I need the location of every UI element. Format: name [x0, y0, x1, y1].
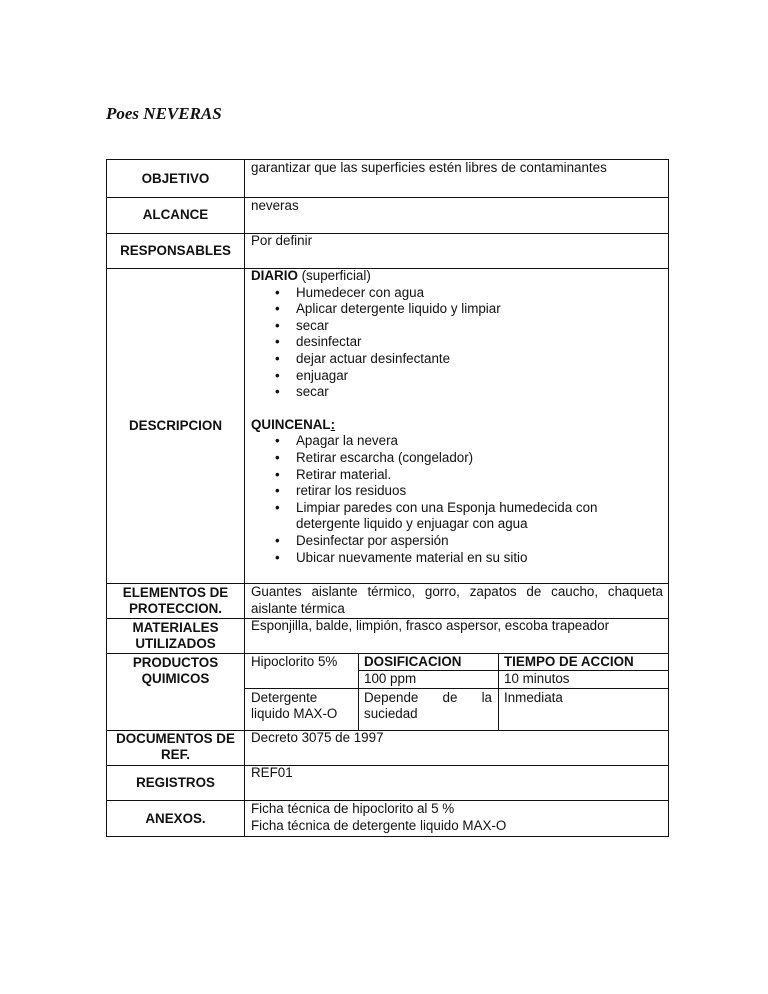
label-line: PRODUCTOS — [132, 655, 219, 670]
row-value-registros: REF01 — [251, 765, 293, 780]
list-item: • retirar los residuos — [251, 483, 611, 500]
row-value-responsables: Por definir — [251, 233, 313, 248]
row-label-anexos: ANEXOS. — [145, 811, 206, 826]
value-line: Ficha técnica de hipoclorito al 5 % — [251, 801, 455, 816]
list-item: • Ubicar nuevamente material en su sitio — [251, 550, 611, 567]
row-label-descripcion: DESCRIPCION — [128, 418, 222, 433]
list-item: • desinfectar — [251, 334, 663, 351]
list-item: • Apagar la nevera — [251, 433, 611, 450]
value-line: Ficha técnica de detergente liquido MAX-O — [251, 817, 507, 833]
diario-note: (superficial) — [297, 268, 371, 283]
label-line: QUIMICOS — [141, 671, 210, 686]
label-line: MATERIALES — [132, 620, 219, 635]
quincenal-heading: QUINCENAL — [251, 416, 331, 432]
list-item: • dejar actuar desinfectante — [251, 351, 663, 368]
value-line: aislante térmica — [251, 600, 345, 616]
row-value-elementos — [251, 584, 663, 617]
product-2-dosis — [364, 690, 492, 722]
column-divider — [244, 159, 245, 836]
value-line: Detergente — [251, 690, 318, 705]
list-item: • Desinfectar por aspersión — [251, 533, 611, 550]
quincenal-heading-line — [251, 417, 663, 434]
row-value-anexos — [251, 801, 663, 834]
list-item: • Retirar material. — [251, 467, 611, 484]
quincenal-list — [251, 433, 611, 566]
diario-heading: DIARIO — [251, 268, 298, 283]
product-1-name: Hipoclorito 5% — [251, 654, 338, 669]
label-line: PROTECCION. — [129, 601, 222, 616]
list-item: • Aplicar detergente liquido y limpiar — [251, 301, 663, 318]
row-divider — [244, 688, 669, 689]
row-label-elementos — [107, 585, 244, 617]
product-2-name — [251, 690, 337, 722]
row-value-objetivo: garantizar que las superficies estén libres de contaminantes — [251, 160, 607, 175]
list-item: • enjuagar — [251, 368, 663, 385]
label-line: DOCUMENTOS DE — [116, 731, 235, 746]
row-label-productos — [107, 655, 244, 687]
quincenal-colon: : — [330, 416, 336, 432]
diario-heading-line — [251, 268, 663, 285]
product-1-tiempo: 10 minutos — [504, 671, 570, 686]
value-line: liquido MAX-O — [251, 706, 338, 721]
column-divider — [498, 653, 499, 730]
row-label-registros: REGISTROS — [136, 775, 215, 790]
table-border-bottom — [106, 836, 669, 837]
value-line: Guantes aislante térmico, gorro, zapatos de caucho, chaqueta — [251, 584, 663, 599]
row-label-objetivo: OBJETIVO — [141, 171, 210, 186]
row-value-alcance: neveras — [251, 198, 299, 213]
row-label-materiales — [107, 620, 244, 652]
list-item: • Humedecer con agua — [251, 285, 663, 302]
product-1-dosis: 100 ppm — [364, 671, 417, 686]
row-value-descripcion — [251, 268, 663, 566]
label-line: UTILIZADOS — [135, 636, 216, 651]
page-title: Poes NEVERAS — [106, 104, 222, 123]
row-value-materiales: Esponjilla, balde, limpión, frasco aspersor, escoba trapeador — [251, 618, 610, 633]
row-label-responsables: RESPONSABLES — [120, 243, 231, 258]
header-dosificacion: DOSIFICACION — [364, 654, 462, 669]
row-label-alcance: ALCANCE — [142, 207, 209, 222]
list-item: • secar — [251, 384, 663, 401]
label-line: ELEMENTOS DE — [122, 585, 229, 600]
column-divider — [358, 653, 359, 730]
row-label-documentos — [107, 731, 244, 763]
list-item: • Retirar escarcha (congelador) — [251, 450, 611, 467]
table-border-right — [668, 159, 669, 836]
diario-list — [251, 285, 663, 401]
value-line: Depende de la — [364, 690, 492, 705]
value-line: suciedad — [364, 706, 418, 721]
header-tiempo-accion: TIEMPO DE ACCION — [504, 654, 634, 669]
list-item: • secar — [251, 318, 663, 335]
label-line: REF. — [160, 747, 191, 762]
list-item: • Limpiar paredes con una Esponja humedecida con detergente liquido y enjuagar con agua — [251, 500, 611, 533]
row-value-documentos: Decreto 3075 de 1997 — [251, 730, 384, 745]
product-2-tiempo: Inmediata — [504, 690, 563, 705]
